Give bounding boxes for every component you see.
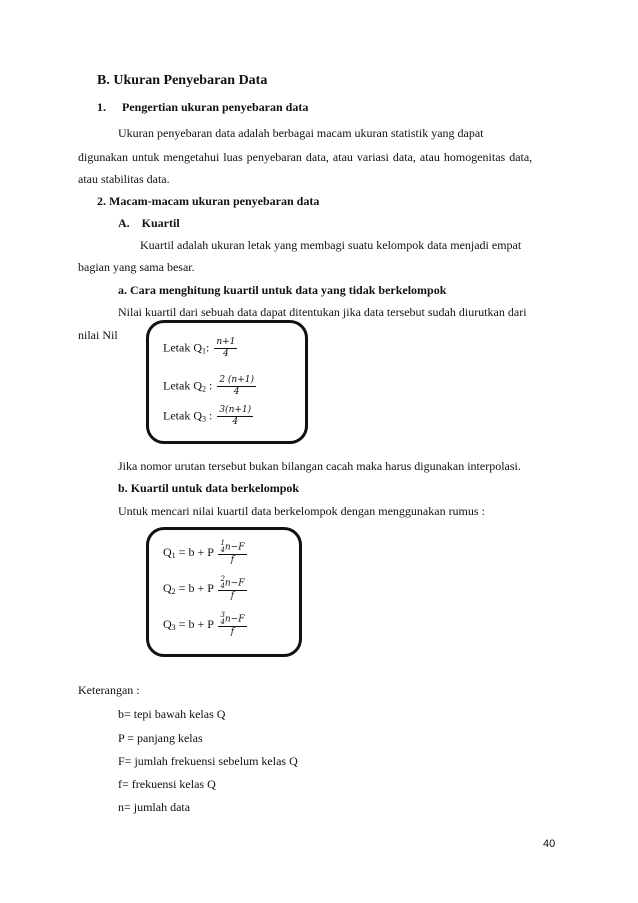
q1-position-formula bbox=[163, 337, 237, 360]
page-number: 40 bbox=[543, 838, 556, 850]
q1-formula-denominator: f bbox=[230, 555, 235, 565]
q2-formula bbox=[163, 576, 247, 602]
q2-formula-subscript: 2 bbox=[171, 586, 176, 596]
q3-formula-eq: = b + P bbox=[178, 616, 214, 631]
keterangan-item-F: F= jumlah frekuensi sebelum kelas Q bbox=[118, 754, 298, 768]
subheading-b bbox=[118, 481, 299, 496]
q3-denominator: 4 bbox=[232, 417, 239, 427]
q2-mini-numerator: 2 bbox=[220, 575, 225, 583]
quartile-position-box bbox=[146, 320, 308, 444]
q3-mini-denominator: 4 bbox=[220, 618, 225, 626]
q1-formula-subscript: 1 bbox=[171, 550, 176, 560]
subheading-1 bbox=[97, 100, 308, 115]
subheading-b-label: b. bbox=[118, 481, 128, 495]
q2-position-formula bbox=[163, 375, 256, 398]
q3-formula-subscript: 3 bbox=[171, 622, 176, 632]
q3-formula bbox=[163, 612, 247, 638]
q1-fraction bbox=[214, 337, 237, 360]
paragraph-3-line-2: nilai Nil bbox=[78, 328, 118, 342]
q1-formula-fraction bbox=[218, 540, 246, 566]
q2-separator: : bbox=[208, 378, 213, 393]
q3-formula-fraction bbox=[218, 612, 246, 638]
keterangan-item-n: n= jumlah data bbox=[118, 800, 191, 814]
q3-separator: : bbox=[208, 408, 213, 423]
paragraph-1-line-1: Ukuran penyebaran data adalah berbagai macam ukuran statistik yang dapat bbox=[118, 126, 484, 140]
q2-subscript: 2 bbox=[201, 384, 206, 394]
q2-fraction bbox=[217, 375, 256, 398]
q3-fraction bbox=[217, 405, 253, 428]
paragraph-1-line-2: digunakan untuk mengetahui luas penyebaran data, atau variasi data, atau homogenitas data, bbox=[78, 150, 533, 164]
q2-formula-eq: = b + P bbox=[178, 580, 214, 595]
q2-label: Letak Q bbox=[163, 378, 202, 393]
keterangan-title: Keterangan : bbox=[78, 683, 140, 697]
q1-formula bbox=[163, 540, 247, 566]
q3-label: Letak Q bbox=[163, 408, 202, 423]
q1-label: Letak Q bbox=[163, 340, 202, 355]
q1-subscript: 1 bbox=[201, 346, 206, 356]
q1-separator: : bbox=[205, 340, 210, 355]
q2-formula-fraction bbox=[218, 576, 246, 602]
q1-denominator: 4 bbox=[223, 349, 229, 359]
subheading-1-number: 1. bbox=[97, 100, 106, 114]
q3-subscript: 3 bbox=[201, 414, 206, 424]
grouped-quartile-box bbox=[146, 527, 302, 657]
section-heading: B. Ukuran Penyebaran Data bbox=[97, 73, 268, 88]
subheading-a-title: Cara menghitung kuartil untuk data yang tidak berkelompok bbox=[130, 283, 447, 297]
subheading-2 bbox=[97, 194, 319, 209]
q1-formula-numerator: n−F bbox=[224, 542, 245, 553]
subheading-2-number: 2. bbox=[97, 194, 106, 208]
paragraph-2-line-1: Kuartil adalah ukuran letak yang membagi suatu kelompok data menjadi empat bbox=[140, 238, 522, 252]
paragraph-3-line-1: Nilai kuartil dari sebuah data dapat ditentukan jika data tersebut sudah diurutkan dari bbox=[118, 305, 527, 319]
q2-mini-denominator: 4 bbox=[220, 582, 225, 590]
q2-formula-numerator: n−F bbox=[224, 578, 245, 589]
q2-numerator: 2 (n+1) bbox=[219, 375, 255, 385]
subheading-a-label: a. bbox=[118, 283, 127, 297]
q3-position-formula bbox=[163, 405, 253, 428]
q2-formula-q: Q bbox=[163, 580, 172, 595]
keterangan-item-b: b= tepi bawah kelas Q bbox=[118, 707, 226, 721]
q2-denominator: 4 bbox=[233, 387, 240, 397]
subheading-kuartil-title: Kuartil bbox=[141, 216, 180, 230]
q1-mini-numerator: 1 bbox=[220, 539, 225, 547]
paragraph-1-line-3: atau stabilitas data. bbox=[78, 172, 170, 186]
subheading-b-title: Kuartil untuk data berkelompok bbox=[130, 481, 300, 495]
keterangan-item-f: f= frekuensi kelas Q bbox=[118, 777, 216, 791]
paragraph-4: Jika nomor urutan tersebut bukan bilangan cacah maka harus digunakan interpolasi. bbox=[118, 459, 521, 473]
subheading-kuartil-label: A. bbox=[118, 216, 130, 230]
q3-formula-q: Q bbox=[163, 616, 172, 631]
subheading-kuartil bbox=[118, 216, 180, 231]
keterangan-item-p: P = panjang kelas bbox=[118, 731, 203, 745]
q1-mini-denominator: 4 bbox=[220, 546, 225, 554]
paragraph-2-line-2: bagian yang sama besar. bbox=[78, 260, 195, 274]
q3-formula-denominator: f bbox=[230, 627, 235, 637]
subheading-1-title: Pengertian ukuran penyebaran data bbox=[122, 100, 309, 114]
q3-formula-numerator: n−F bbox=[224, 614, 245, 625]
q2-formula-denominator: f bbox=[230, 591, 235, 601]
q3-numerator: 3(n+1) bbox=[219, 405, 252, 415]
subheading-a bbox=[118, 283, 446, 298]
q3-mini-numerator: 3 bbox=[220, 611, 225, 619]
paragraph-5: Untuk mencari nilai kuartil data berkelompok dengan menggunakan rumus : bbox=[118, 504, 485, 518]
q1-formula-eq: = b + P bbox=[178, 544, 214, 559]
subheading-2-title: Macam-macam ukuran penyebaran data bbox=[109, 194, 320, 208]
q1-numerator: n+1 bbox=[216, 337, 236, 347]
q1-formula-q: Q bbox=[163, 544, 172, 559]
